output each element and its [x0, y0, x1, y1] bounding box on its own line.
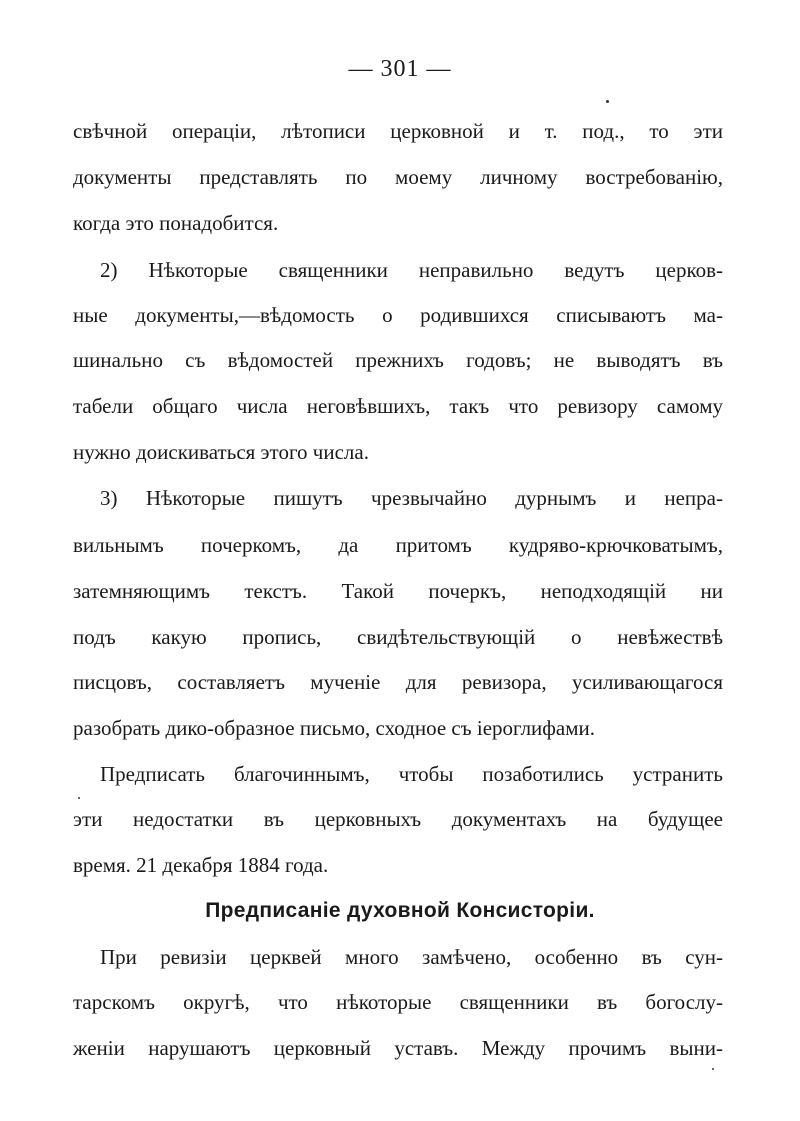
text-line: документы представлять по моему личному востребованію,	[73, 165, 723, 189]
text-line: шинально съ вѣдомостей прежнихъ годовъ; не выводятъ въ	[73, 348, 723, 372]
text-line: свѣчной операціи, лѣтописи церковной и т. под., то эти	[73, 119, 723, 143]
text-line: табели общаго числа неговѣвшихъ, такъ что ревизору самому	[73, 394, 723, 418]
text-line: нужно доискиваться этого числа.	[73, 440, 369, 464]
text-line: эти недостатки въ церковныхъ документахъ на будущее	[73, 807, 723, 831]
section-heading: Предписаніе духовной Консисторіи.	[205, 899, 595, 922]
text-line: При ревизіи церквей много замѣчено, особенно въ сун-	[100, 945, 723, 969]
text-line: вильнымъ почеркомъ, да притомъ кудряво-крючковатымъ,	[73, 533, 723, 557]
text-line: подъ какую пропись, свидѣтельствующій о невѣжествѣ	[73, 625, 723, 649]
text-line: тарскомъ округѣ, что нѣкоторые священники въ богослу-	[73, 990, 723, 1014]
scan-speck	[712, 1068, 714, 1070]
text-line: когда это понадобится.	[73, 211, 279, 235]
text-line: время. 21 декабря 1884 года.	[73, 853, 329, 877]
text-line: затемняющимъ текстъ. Такой почеркъ, неподходящій ни	[73, 579, 723, 603]
page-number: — 301 —	[348, 56, 452, 82]
scan-speck	[606, 100, 609, 103]
text-line: ные документы,—вѣдомость о родившихся списываютъ ма-	[73, 303, 723, 327]
text-line: 2) Нѣкоторые священники неправильно ведутъ церков-	[100, 258, 723, 282]
text-line: женіи нарушаютъ церковный уставъ. Между прочимъ выни-	[73, 1036, 723, 1060]
text-line: разобрать дико-образное письмо, сходное съ іероглифами.	[73, 716, 595, 740]
text-line: Предписать благочиннымъ, чтобы позаботились устранить	[100, 762, 723, 786]
scan-speck	[78, 797, 80, 799]
text-line: 3) Нѣкоторые пишутъ чрезвычайно дурнымъ и непра-	[100, 486, 723, 510]
text-line: писцовъ, составляетъ мученіе для ревизора, усиливающагося	[73, 670, 723, 694]
